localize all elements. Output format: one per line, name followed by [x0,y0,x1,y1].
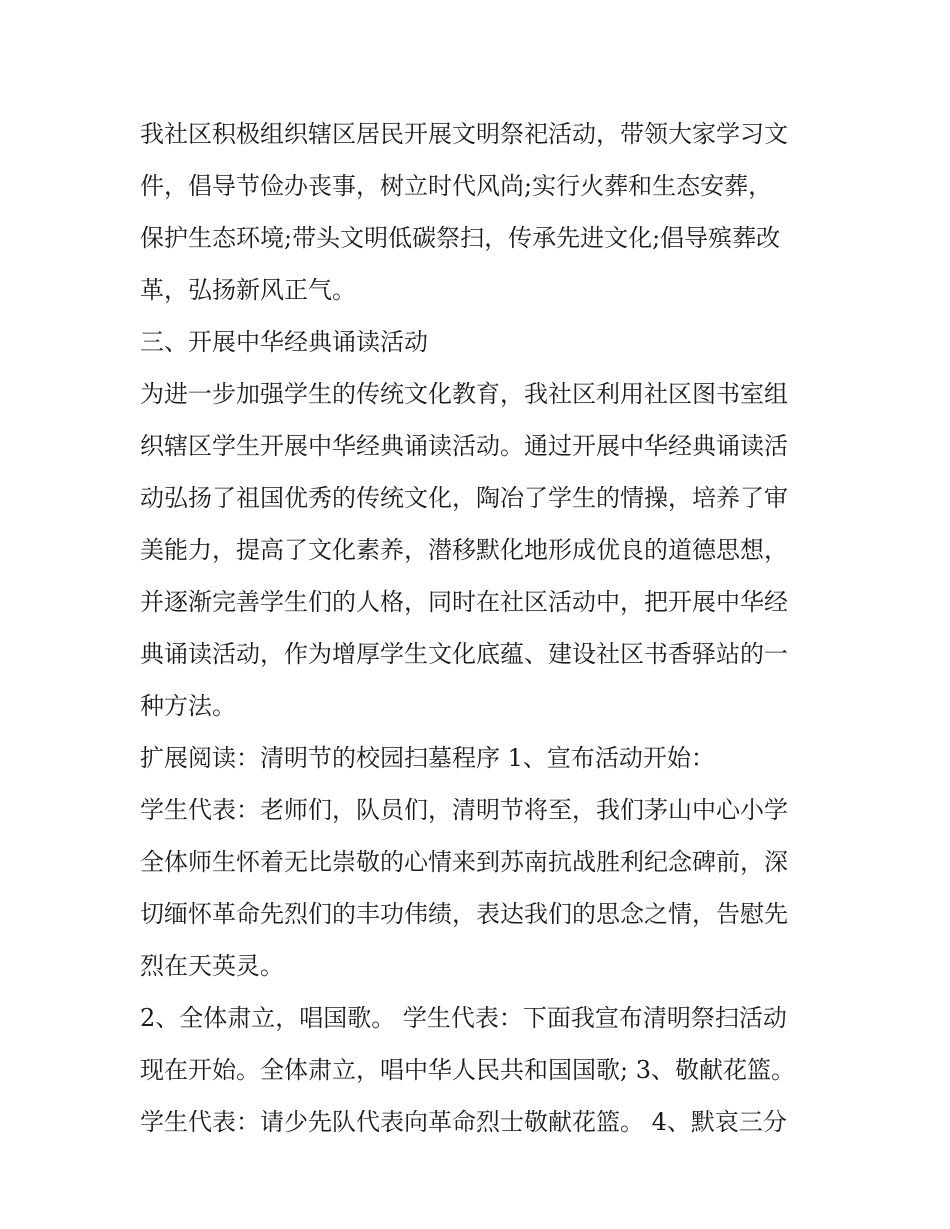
text-line: 为进一步加强学生的传统文化教育，我社区利用社区图书室组 [140,380,788,408]
document-body [140,108,820,1148]
text-line: 现在开始。全体肃立，唱中华人民共和国国歌; 3、敬献花篮。 [140,1056,795,1084]
section-heading: 三、开展中华经典诵读活动 [140,328,428,356]
text-line: 种方法。 [140,692,236,720]
text-line: 织辖区学生开展中华经典诵读活动。通过开展中华经典诵读活 [140,432,788,460]
text-line: 2、全体肃立，唱国歌。 学生代表：下面我宣布清明祭扫活动 [140,1004,787,1032]
text-line: 保护生态环境;带头文明低碳祭扫，传承先进文化;倡导殡葬改 [140,224,781,252]
text-line: 革，弘扬新风正气。 [140,276,356,304]
text-line: 件，倡导节俭办丧事，树立时代风尚;实行火葬和生态安葬， [140,172,773,200]
text-line: 烈在天英灵。 [140,952,284,980]
text-line: 全体师生怀着无比崇敬的心情来到苏南抗战胜利纪念碑前，深 [140,848,788,876]
text-line: 典诵读活动，作为增厚学生文化底蕴、建设社区书香驿站的一 [140,640,788,668]
text-line: 扩展阅读：清明节的校园扫墓程序 1、宣布活动开始： [140,744,715,772]
text-line: 切缅怀革命先烈们的丰功伟绩，表达我们的思念之情，告慰先 [140,900,788,928]
text-line: 并逐渐完善学生们的人格，同时在社区活动中，把开展中华经 [140,588,788,616]
text-line: 动弘扬了祖国优秀的传统文化，陶冶了学生的情操，培养了审 [140,484,788,512]
text-line: 学生代表：老师们，队员们，清明节将至，我们茅山中心小学 [140,796,788,824]
text-line: 我社区积极组织辖区居民开展文明祭祀活动，带领大家学习文 [140,120,788,148]
text-line: 美能力，提高了文化素养，潜移默化地形成优良的道德思想， [140,536,788,564]
text-line: 学生代表：请少先队代表向革命烈士敬献花篮。 4、默哀三分 [140,1108,787,1136]
